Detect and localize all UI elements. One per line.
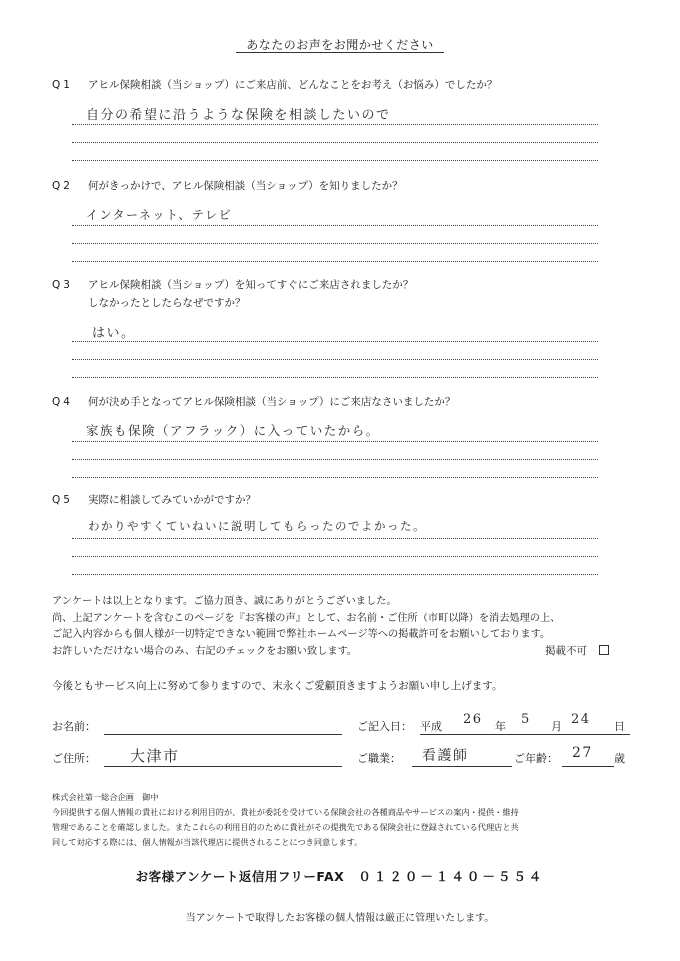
job-value: 看護師: [422, 748, 469, 764]
notice-line: 尚、上記アンケートを含むこのページを『お客様の声』として、お名前・ご住所（市町以降）を消去処理の上、: [52, 612, 561, 624]
answer-line: [72, 359, 598, 360]
answer-line: [72, 377, 598, 378]
answer-line: [72, 574, 598, 575]
answer-line: [72, 142, 598, 143]
question-3-second-line: しなかったとしたらなぜですか？: [88, 297, 246, 309]
address-label: ご住所：: [52, 752, 96, 765]
date-label: ご記入日：: [357, 720, 412, 733]
question-number: Q5: [52, 494, 73, 506]
age-unit: 歳: [614, 752, 625, 765]
answer-line: [72, 477, 598, 478]
year-unit: 年: [495, 720, 506, 733]
name-field[interactable]: [104, 734, 342, 735]
age-label: ご年齢：: [514, 752, 558, 765]
question-text: アヒル保険相談（当ショップ）を知ってすぐにご来店されましたか？: [88, 279, 414, 291]
question-number: Q1: [52, 79, 73, 91]
answer-line: [72, 261, 598, 262]
question-4: [52, 394, 455, 411]
answer-line: [72, 341, 598, 342]
answer-line: [72, 556, 598, 557]
notice-line: ご記入内容からも個人様が一切特定できない範囲で弊社ホームページ等への掲載許可をお願いしております。: [52, 629, 551, 640]
fax-number: ０１２０－１４０－５５４: [358, 869, 545, 884]
date-month: 5: [521, 712, 531, 727]
question-text: アヒル保険相談（当ショップ）にご来店前、どんなことをお考え（お悩み）でしたか？: [88, 79, 498, 91]
question-1: [52, 77, 497, 94]
name-label: お名前：: [52, 720, 96, 733]
answer-5: わかりやすくていねいに説明してもらったのでよかった。: [88, 519, 426, 533]
question-number: Q3: [52, 279, 73, 291]
question-text: 実際に相談してみていかがですか？: [88, 494, 256, 506]
answer-3: はい。: [92, 326, 136, 341]
job-label: ご職業：: [357, 752, 401, 765]
question-text: 何がきっかけで、アヒル保険相談（当ショップ）を知りましたか？: [88, 180, 403, 192]
optout-check[interactable]: [545, 643, 609, 658]
answer-2: インターネット、テレビ: [86, 208, 233, 222]
answer-line: [72, 538, 598, 539]
question-5: [52, 492, 256, 509]
optout-checkbox[interactable]: [599, 645, 609, 655]
answer-line: [72, 225, 598, 226]
age-field[interactable]: [562, 766, 614, 767]
question-text: 何が決め手となってアヒル保険相談（当ショップ）にご来店なさいましたか？: [88, 396, 456, 408]
question-number: Q4: [52, 396, 73, 408]
answer-line: [72, 459, 598, 460]
address-value: 大津市: [130, 747, 180, 765]
survey-title: あなたのお声をお聞かせください: [246, 38, 434, 52]
fax-label: お客様アンケート返信用フリーFAX: [135, 869, 345, 884]
job-field[interactable]: [412, 766, 512, 767]
date-day: 24: [571, 712, 591, 727]
date-year: 26: [463, 712, 483, 727]
answer-line: [72, 243, 598, 244]
address-field[interactable]: [104, 766, 342, 767]
date-field[interactable]: [420, 734, 630, 735]
privacy-line: 同して対応する際には、個人情報が当該代理店に提供されることにつき同意します。: [52, 837, 363, 847]
answer-line: [72, 160, 598, 161]
fax-line: [0, 867, 680, 885]
thanks-text: 今後ともサービス向上に努めて参りますので、末永くご愛顧頂きますようお願い申し上げます。: [52, 680, 503, 692]
question-3: [52, 277, 413, 294]
optout-label: 掲載不可: [545, 645, 587, 657]
notice-line: お許しいただけない場合のみ、右記のチェックをお願い致します。: [52, 645, 358, 657]
answer-1: 自分の希望に沿うような保険を相談したいので: [86, 108, 391, 123]
privacy-line: 今回提供する個人情報の貴社における利用目的が、貴社が委託を受けている保険会社の各種商品やサービスの案内・提供・維持: [52, 807, 519, 817]
answer-line: [72, 124, 598, 125]
answer-4: 家族も保険（アフラック）に入っていたから。: [86, 423, 380, 438]
title-underline: [236, 52, 444, 53]
notice-line: アンケートは以上となります。ご協力頂き、誠にありがとうございました。: [52, 596, 397, 607]
date-era: 平成: [420, 720, 442, 733]
question-number: Q2: [52, 180, 73, 192]
answer-line: [72, 441, 598, 442]
privacy-text: [52, 790, 519, 850]
privacy-footer: 当アンケートで取得したお客様の個人情報は厳正に管理いたします。: [185, 913, 495, 924]
company-addressee: 株式会社第一総合企画 御中: [52, 792, 159, 802]
month-unit: 月: [551, 720, 562, 733]
age-value: 27: [572, 745, 593, 761]
question-2: [52, 178, 403, 195]
privacy-line: 管理であることを確認しました。またこれらの利用目的のために貴社がその提携先である保険会社に登録されている代理店と共: [52, 822, 519, 832]
day-unit: 日: [614, 720, 625, 733]
